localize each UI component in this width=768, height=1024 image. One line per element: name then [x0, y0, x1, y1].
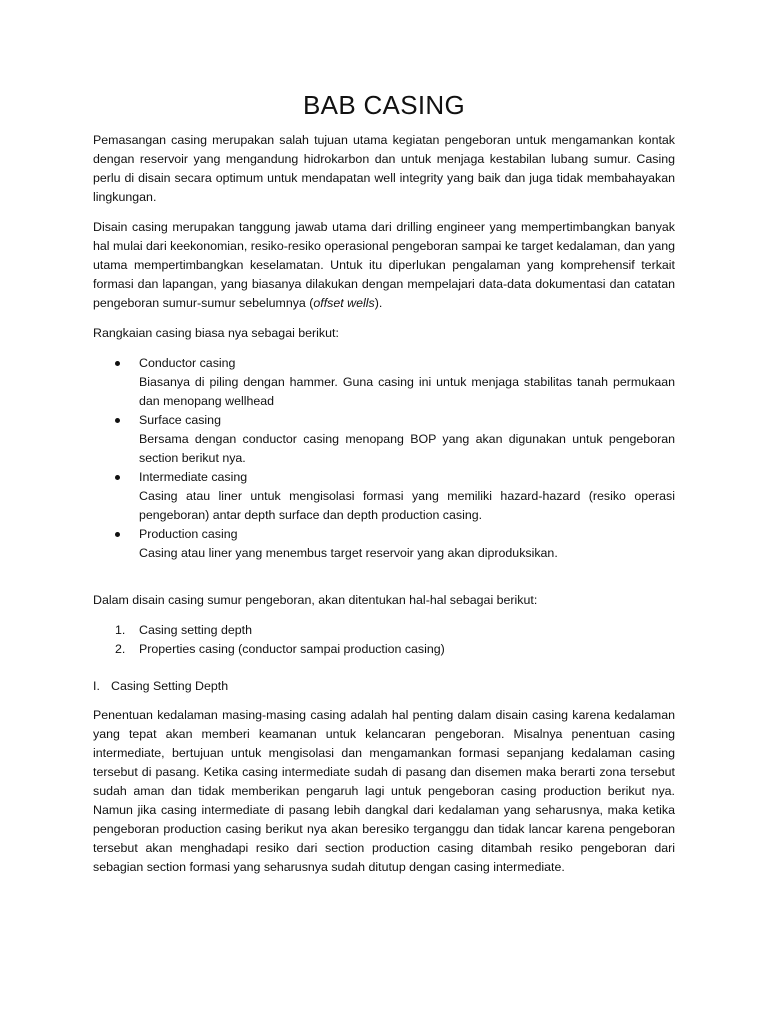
spacer [93, 563, 675, 591]
casing-item-title: Production casing [139, 527, 238, 541]
numbered-list [93, 621, 675, 659]
casing-item-title: Conductor casing [139, 356, 236, 370]
list-item [93, 354, 675, 411]
design-determination-paragraph: Dalam disain casing sumur pengeboran, akan ditentukan hal-hal sebagai berikut: [93, 593, 538, 607]
list-item [93, 525, 675, 563]
bullet-icon [115, 475, 120, 480]
casing-item-desc: Bersama dengan conductor casing menopang BOP yang akan digunakan untuk pengeboran section berikut nya. [139, 432, 675, 465]
offset-wells-term: offset wells [313, 296, 375, 310]
casing-list [93, 354, 675, 563]
bullet-icon [115, 361, 120, 366]
casing-item-desc: Biasanya di piling dengan hammer. Guna casing ini untuk menjaga stabilitas tanah permukaan dan menopang wellhead [139, 375, 675, 408]
design-paragraph [93, 218, 675, 313]
section-paragraph: Penentuan kedalaman masing-masing casing adalah hal penting dalam disain casing karena kedalaman yang tepat akan memberi keamanan untuk kelancaran pengeboran. Misalnya penentuan casing intermediate, bertujuan untuk mengisolasi dan mengamankan formasi sepanjang kedalaman casing tersebut di pasang. Ketika casing intermediate sudah di pasang dan disemen maka berarti zona tersebut sudah aman dan tidak memberikan pengaruh lagi untuk pengeboran casing production berikut nya. Namun jika casing intermediate di pasang lebih dangkal dari kedalaman yang seharusnya, maka ketika pengeboran production casing berikut nya akan beresiko terganggu dan tidak lancar karena pengeboran tersebut akan menghadapi resiko dari section production casing ditambah resiko pengeboran dari sebagian section formasi yang seharusnya sudah ditutup dengan casing intermediate. [93, 708, 675, 874]
design-paragraph-end: ). [374, 296, 383, 310]
section-number: I. [93, 679, 100, 693]
list-item [93, 640, 675, 659]
list-number: 1. [115, 623, 126, 637]
casing-item-title: Surface casing [139, 413, 221, 427]
list-item-text: Casing setting depth [139, 623, 252, 637]
intro-paragraph: Pemasangan casing merupakan salah tujuan utama kegiatan pengeboran untuk mengamankan kontak dengan reservoir yang mengandung hidrokarbon dan untuk menjaga kestabilan lubang sumur. Casing perlu di disain secara optimum untuk mendapatan well integrity yang baik dan juga tidak membahayakan lingkungan. [93, 133, 675, 204]
section-heading [93, 677, 675, 696]
design-paragraph-text: Disain casing merupakan tanggung jawab utama dari drilling engineer yang mempertimbangkan banyak hal mulai dari keekonomian, resiko-resiko operasional pengeboran sampai ke target kedalaman, dan yang utama mempertimbangkan keselamatan. Untuk itu diperlukan pengalaman yang komprehensif terkait formasi dan lapangan, yang biasanya dilakukan dengan mempelajari data-data dokumentasi dan catatan pengeboran sumur-sumur sebelumnya ( [93, 220, 676, 310]
casing-item-desc: Casing atau liner untuk mengisolasi formasi yang memiliki hazard-hazard (resiko operasi pengeboran) antar depth surface dan depth production casing. [139, 489, 675, 522]
bullet-icon [115, 532, 120, 537]
section-title: Casing Setting Depth [111, 679, 229, 693]
list-item [93, 621, 675, 640]
list-item [93, 468, 675, 525]
bullet-icon [115, 418, 120, 423]
casing-item-desc: Casing atau liner yang menembus target reservoir yang akan diproduksikan. [139, 546, 558, 560]
list-item-text: Properties casing (conductor sampai production casing) [139, 642, 445, 656]
casing-item-title: Intermediate casing [139, 470, 248, 484]
document-page [93, 88, 675, 888]
list-item [93, 411, 675, 468]
casing-intro-paragraph: Rangkaian casing biasa nya sebagai berikut: [93, 326, 339, 340]
list-number: 2. [115, 642, 126, 656]
page-title: BAB CASING [303, 90, 465, 120]
